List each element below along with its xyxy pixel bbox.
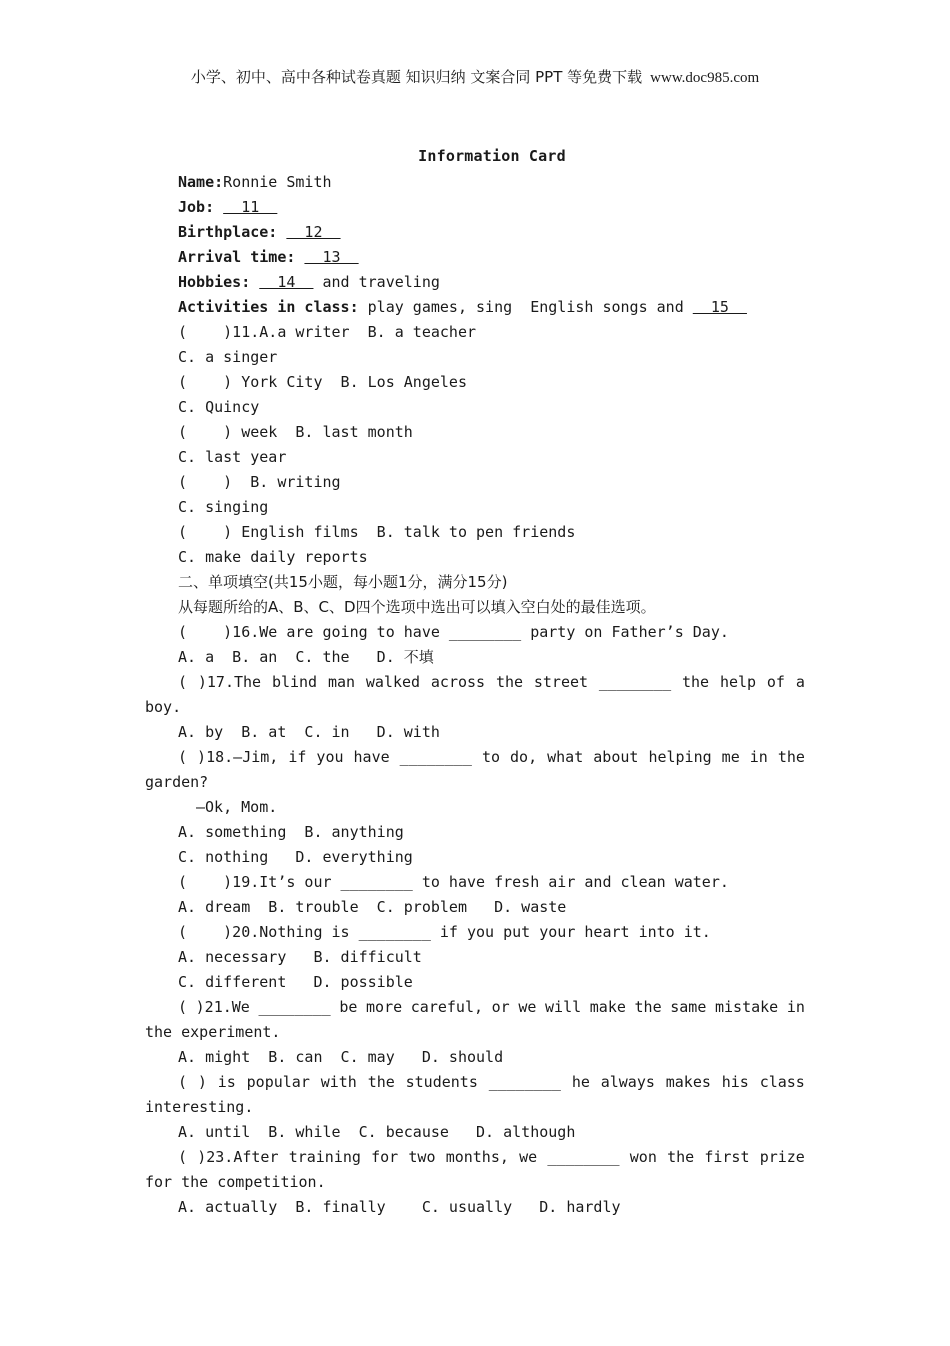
header-text: 小学、初中、高中各种试卷真题 知识归纳 文案合同 PPT 等免费下载 <box>190 68 643 86</box>
name-line <box>178 172 332 192</box>
arrival-line <box>178 247 359 267</box>
job-line <box>178 197 277 217</box>
listening-line: C. a singer <box>178 348 278 366</box>
page-header <box>0 66 950 87</box>
stem-word: to <box>481 748 500 766</box>
stem-word: prize <box>759 1148 805 1166</box>
listening-line: ( )11.A.a writer B. a teacher <box>178 323 477 341</box>
stem-word: the <box>367 1073 395 1091</box>
stem-word: for <box>371 1148 399 1166</box>
stem-word: careful, <box>410 998 484 1016</box>
stem-word: ________ <box>258 998 331 1016</box>
stem-word: won <box>629 1148 657 1166</box>
birthplace-blank: 12 <box>286 223 341 241</box>
stem-word: two <box>408 1148 436 1166</box>
stem-word: first <box>704 1148 750 1166</box>
stem-word: mistake <box>715 998 779 1016</box>
stem-word: street <box>533 673 589 691</box>
listening-line: ( ) York City B. Los Angeles <box>178 373 467 391</box>
activities-label: Activities in class: <box>178 298 359 316</box>
activities-blank: 15 <box>692 298 747 316</box>
stem-word: )17.The <box>197 673 262 691</box>
stem-word: will <box>545 998 582 1016</box>
stem-word: is <box>217 1073 236 1091</box>
birthplace-line <box>178 222 341 242</box>
stem-word: ( <box>178 748 188 766</box>
stem-word: help <box>719 673 757 691</box>
listening-line: ( ) B. writing <box>178 473 341 491</box>
stem-word: you <box>316 748 344 766</box>
stem-word: we <box>519 1148 538 1166</box>
question-19-options: A. dream B. trouble C. problem D. waste <box>178 898 567 916</box>
stem-word: ( <box>178 1073 188 1091</box>
question-16-options: A. a B. an C. the D. 不填 <box>178 648 434 666</box>
question-20-options: A. necessary B. difficult <box>178 948 422 966</box>
stem-word: if <box>288 748 307 766</box>
name-label: Name: <box>178 173 224 191</box>
stem-word: have <box>353 748 390 766</box>
question-20-options: C. different D. possible <box>178 973 413 991</box>
stem-word: )21.We <box>195 998 250 1016</box>
question-21-continuation: the experiment. <box>145 1023 281 1041</box>
job-blank: 11 <box>223 198 278 216</box>
arrival-label: Arrival time: <box>178 248 296 266</box>
stem-word: always <box>600 1073 655 1091</box>
stem-word: what <box>547 748 584 766</box>
name-value: Ronnie Smith <box>223 173 332 191</box>
stem-word: class <box>759 1073 805 1091</box>
stem-word: he <box>571 1073 590 1091</box>
job-label: Job: <box>178 198 215 216</box>
stem-word: his <box>721 1073 749 1091</box>
stem-word: of <box>766 673 785 691</box>
listening-line: ( ) week B. last month <box>178 423 413 441</box>
listening-line: C. make daily reports <box>178 548 368 566</box>
question-16-stem: ( )16.We are going to have ________ party on Father’s Day. <box>178 623 729 641</box>
question-18-options: A. something B. anything <box>178 823 404 841</box>
question-23-options: A. actually B. finally C. usually D. hardly <box>178 1198 621 1216</box>
stem-word: months, <box>445 1148 509 1166</box>
listening-line: C. Quincy <box>178 398 260 416</box>
birthplace-label: Birthplace: <box>178 223 278 241</box>
stem-word: the <box>682 673 710 691</box>
stem-word: ) <box>197 1073 207 1091</box>
stem-word: across <box>430 673 486 691</box>
hobbies-blank: 14 <box>259 273 314 291</box>
hobbies-label: Hobbies: <box>178 273 251 291</box>
card-title: Information Card <box>418 147 566 165</box>
stem-word: blind <box>271 673 318 691</box>
stem-word: the <box>777 748 805 766</box>
stem-word: ( <box>178 998 188 1016</box>
stem-word: with <box>320 1073 357 1091</box>
stem-word: training <box>288 1148 361 1166</box>
stem-word: )18.—Jim, <box>197 748 279 766</box>
stem-word: or <box>491 998 510 1016</box>
stem-word: walked <box>365 673 421 691</box>
stem-word: in <box>786 998 805 1016</box>
stem-word: the <box>634 998 662 1016</box>
stem-word: ( <box>178 1148 188 1166</box>
section-instruction: 从每题所给的A、B、C、D四个选项中选出可以填入空白处的最佳选项。 <box>178 598 656 616</box>
stem-word: we <box>518 998 537 1016</box>
stem-word: be <box>339 998 358 1016</box>
stem-word: students <box>405 1073 478 1091</box>
stem-word: ________ <box>547 1148 620 1166</box>
question-20-stem: ( )20.Nothing is ________ if you put your heart into it. <box>178 923 711 941</box>
stem-word: me <box>721 748 740 766</box>
stem-word: a <box>795 673 805 691</box>
stem-word: make <box>589 998 626 1016</box>
stem-word: ________ <box>488 1073 561 1091</box>
stem-word: ( <box>178 673 188 691</box>
stem-word: about <box>593 748 639 766</box>
section-heading: 二、单项填空(共15小题，每小题1分，满分15分) <box>178 573 508 591</box>
stem-word: do, <box>510 748 538 766</box>
question-18-reply: —Ok, Mom. <box>196 798 278 816</box>
listening-line: C. singing <box>178 498 269 516</box>
activities-text: play games, sing English songs and <box>358 298 693 316</box>
stem-word: same <box>670 998 707 1016</box>
question-18-options: C. nothing D. everything <box>178 848 413 866</box>
hobbies-line <box>178 272 440 292</box>
question-22-continuation: interesting. <box>145 1098 254 1116</box>
stem-word: in <box>749 748 768 766</box>
stem-word: the <box>495 673 524 691</box>
stem-word: more <box>366 998 403 1016</box>
question-18-stem <box>178 747 805 767</box>
question-17-stem <box>178 672 805 692</box>
stem-word: makes <box>665 1073 711 1091</box>
stem-word: ________ <box>598 673 672 691</box>
question-21-options: A. might B. can C. may D. should <box>178 1048 504 1066</box>
question-19-stem: ( )19.It’s our ________ to have fresh air and clean water. <box>178 873 729 891</box>
arrival-blank: 13 <box>304 248 359 266</box>
header-url[interactable]: www.doc985.com <box>650 70 760 86</box>
question-22-options: A. until B. while C. because D. although <box>178 1123 576 1141</box>
stem-word: the <box>667 1148 695 1166</box>
hobbies-rest: and traveling <box>313 273 440 291</box>
stem-word: popular <box>246 1073 310 1091</box>
question-17-options: A. by B. at C. in D. with <box>178 723 440 741</box>
question-23-continuation: for the competition. <box>145 1173 326 1191</box>
stem-word: ________ <box>399 748 472 766</box>
stem-word: helping <box>648 748 712 766</box>
listening-line: C. last year <box>178 448 287 466</box>
question-21-stem <box>178 997 805 1017</box>
question-18-continuation: garden? <box>145 773 209 791</box>
listening-line: ( ) English films B. talk to pen friends <box>178 523 576 541</box>
activities-line <box>178 297 747 317</box>
stem-word: man <box>327 673 356 691</box>
stem-word: )23.After <box>197 1148 279 1166</box>
question-22-stem <box>178 1072 805 1092</box>
question-23-stem <box>178 1147 805 1167</box>
question-17-continuation: boy. <box>145 698 182 716</box>
